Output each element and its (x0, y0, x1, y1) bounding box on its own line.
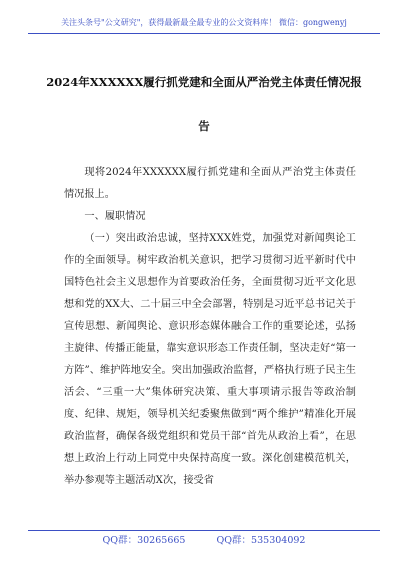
footer-qq-group-1: QQ群：30265665 (102, 535, 186, 546)
header-notice: 关注头条号"公文研究"，获得最新最全最专业的公文资料库！ 微信：gongwenyj (61, 18, 347, 27)
section-heading: 一、履职情况 (84, 211, 146, 222)
footer-divider (28, 530, 380, 531)
body-paragraph: （一）突出政治忠诚，坚持XXX姓党，加强党对新闻舆论工作的全面领导。树牢政治机关意识，把学习贯彻习近平新时代中国特色社会主义思想作为首要政治任务，全面贯彻习近平文化思想和党的XX大、二十届三中全会部署，特别是习近平总书记关于宣传思想、新闻舆论、意识形态媒体融合工作的重要论述，弘扬主旋律、传播正能量，靠实意识形态工作责任制，坚决走好“第一方阵”、维护阵地安全。突出加强政治监督，严格执行班子民主生活会、“三重一大”集体研究决策、重大事项请示报告等政治制度、纪律、规矩，领导机关纪委聚焦做到“两个维护”精准化开展政治监督，确保各级党组织和党员干部“首先从政治上看”，在思想上政治上行动上同党中央保持高度一致。深化创建模范机关，举办参观等主题活动X次，接受省 (64, 233, 356, 486)
footer (0, 535, 408, 547)
document-title: 2024年XXXXXX履行抓党建和全面从严治党主体责任情况报告 (46, 75, 362, 133)
document-body (64, 162, 356, 492)
footer-qq-group-2: QQ群：535304092 (216, 535, 306, 546)
intro-paragraph: 现将2024年XXXXXX履行抓党建和全面从严治党主体责任情况报上。 (64, 167, 356, 200)
header-divider (28, 33, 380, 34)
